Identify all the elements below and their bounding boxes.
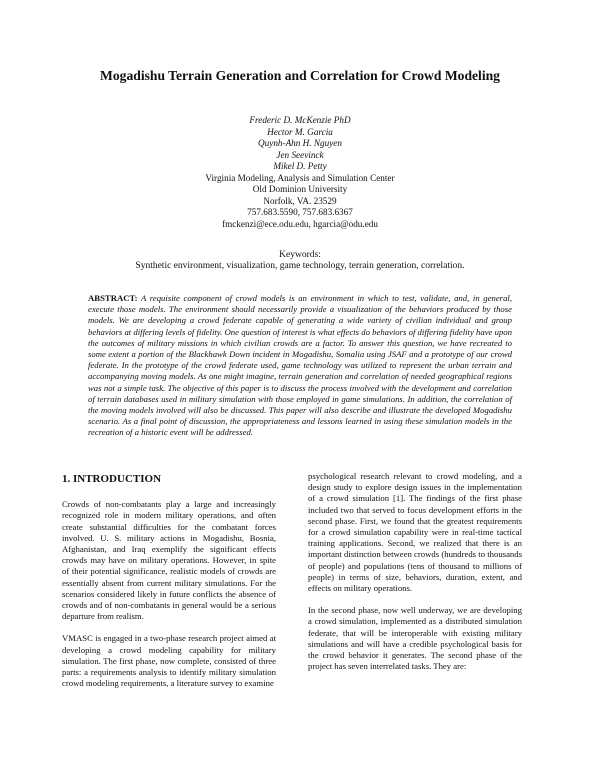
author-name: Mikel D. Petty: [273, 161, 327, 171]
body-paragraph: psychological research relevant to crowd modeling, and a design study to explore design issues in the implementation of a crowd simulation [1]. The findings of the first phase included two that served to focus development efforts in the second phase. First, we found that the greatest requirements for a crowd simulation capability were in real-time tactical training applications. Second, we realized that there is an important distinction between crowds (hundreds to thousands of people) and populations (tens of thousand to millions of people) in terms of size, behaviors, duration, extent, and effects on military operations.: [308, 471, 522, 594]
author-name: Frederic D. McKenzie PhD: [249, 115, 351, 125]
affiliation-university: Old Dominion University: [252, 184, 348, 194]
section-heading: 1. INTRODUCTION: [62, 473, 162, 485]
affiliation-phones: 757.683.5590, 757.683.6367: [247, 207, 353, 217]
abstract: [88, 293, 512, 439]
author-name: Hector M. Garcia: [267, 126, 333, 137]
keywords-text: Synthetic environment, visualization, game technology, terrain generation, correlation.: [135, 261, 465, 271]
affiliation-emails: fmckenzi@ece.odu.edu, hgarcia@odu.edu: [222, 218, 378, 229]
body-paragraph: In the second phase, now well underway, we are developing a crowd simulation, implemented as a distributed simulation federate, that will be interoperable with existing military simulations and will have a credible psychological basis for the crowd behavior it generates. The second phase of the project has seven interrelated tasks. They are:: [308, 605, 522, 672]
author-block: [0, 115, 600, 230]
abstract-text: A requisite component of crowd models is an environment in which to test, validate, and, in general, execute those models. The environment should necessarily provide a visualization of the behaviors produced by those models. We are developing a crowd federate capable of generating a wide variety of civilian individual and group behaviors at differing levels of fidelity. One question of interest is what effects do behaviors of differing fidelity have upon the outcomes of military missions in which civilian crowds are a factor. To answer this question, we have recreated to some extent a portion of the Blackhawk Down incident in Mogadishu, Somalia using JSAF and a prototype of our crowd federate. In the prototype of the crowd federate used, game technology was utilized to represent the urban terrain and accompanying moving models. As one might imagine, terrain generation and correlation of needed geographical regions was not a simple task. The objective of this paper is to discuss the process involved with the development and correlation of terrain databases used in military simulation with those employed in game simulations. In addition, the correlation of the moving models involved will also be discussed. This paper will also describe and illustrate the developed Mogadishu scenario. As a final point of discussion, the appropriateness and lessons learned in using these simulation models in the recreation of a historic event will be addressed.: [88, 293, 512, 438]
keywords-heading: Keywords:: [279, 250, 321, 260]
author-name: Jen Seevinck: [276, 149, 324, 160]
right-column: [308, 471, 522, 683]
paper-title: Mogadishu Terrain Generation and Correlation for Crowd Modeling: [100, 68, 500, 83]
left-column: [62, 474, 276, 700]
body-paragraph: VMASC is engaged in a two-phase research project aimed at developing a crowd modeling capability for military simulation. The first phase, now complete, consisted of three parts: a requirements analysis to identify military simulation crowd modeling requirements, a literature survey to examine: [62, 633, 276, 689]
abstract-label: ABSTRACT:: [88, 293, 138, 303]
affiliation-city: Norfolk, VA. 23529: [263, 195, 337, 206]
author-name: Quynh-Ahn H. Nguyen: [258, 138, 342, 148]
body-paragraph: Crowds of non-combatants play a large and increasingly recognized role in modern military operations, and often create substantial difficulties for the combatant forces involved. U. S. military actions in Mogadishu, Bosnia, Afghanistan, and Iraq exemplify the significant effects crowds may have on military operations. However, in spite of their potential significance, realistic models of crowds are essentially absent from current military simulations. For the scenarios considered likely in future conflicts the absence of crowds and of non-combatants in general would be a serious departure from realism.: [62, 499, 276, 622]
affiliation-center: Virginia Modeling, Analysis and Simulation Center: [205, 172, 395, 183]
